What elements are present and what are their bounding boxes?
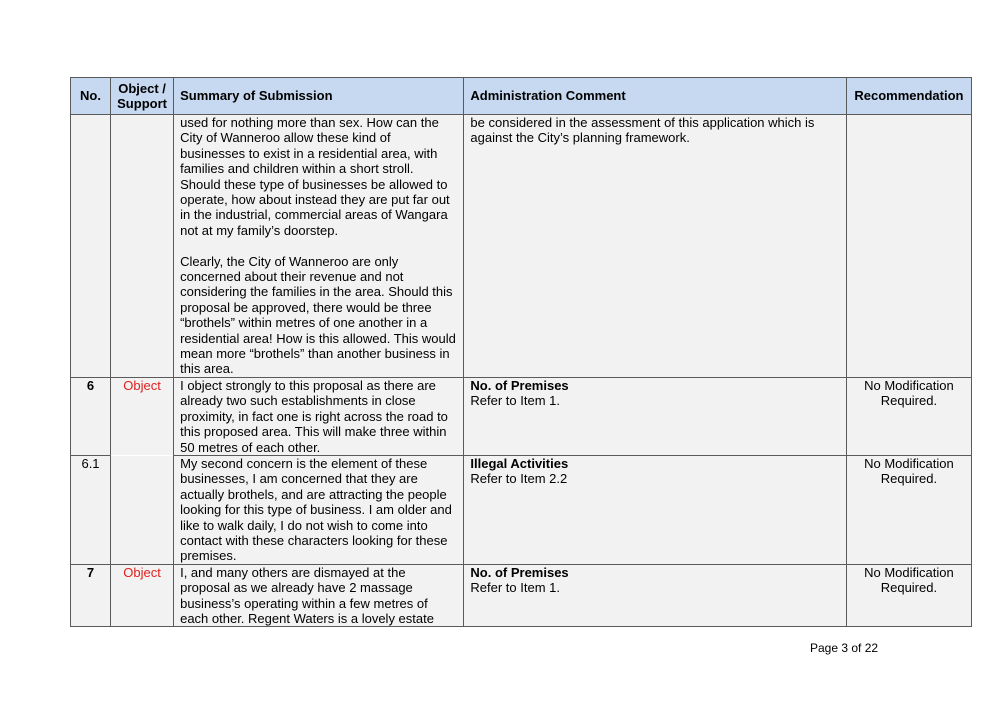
row-object-support: Object xyxy=(111,564,174,627)
header-row xyxy=(71,78,972,115)
comment-text: Refer to Item 1. xyxy=(470,580,560,596)
row-recommendation: No Modification Required. xyxy=(846,455,971,564)
header-no: No. xyxy=(71,78,111,115)
table-row xyxy=(71,455,972,564)
row-summary xyxy=(174,115,464,378)
row-summary xyxy=(174,455,464,564)
table-row xyxy=(71,377,972,455)
comment-text: Refer to Item 1. xyxy=(470,393,560,409)
row-object-support xyxy=(111,455,174,564)
row-number xyxy=(71,115,111,378)
table-row xyxy=(71,115,972,378)
row-admin-comment xyxy=(464,115,846,378)
row-number: 6.1 xyxy=(71,455,111,564)
table-body xyxy=(71,115,972,627)
summary-paragraph: I object strongly to this proposal as there are already two such establishments in close proximity, in fact one is right across the road to this proposed area. This will make three within 50 metres of each other. xyxy=(180,377,448,455)
submissions-table xyxy=(70,77,972,627)
row-object-support xyxy=(111,115,174,378)
comment-text: Refer to Item 2.2 xyxy=(470,471,568,487)
row-number: 7 xyxy=(71,564,111,627)
row-admin-comment xyxy=(464,377,846,455)
row-number: 6 xyxy=(71,377,111,455)
table-header xyxy=(71,78,972,115)
row-summary xyxy=(174,377,464,455)
row-admin-comment xyxy=(464,455,846,564)
header-recommendation: Recommendation xyxy=(846,78,971,115)
row-object-support: Object xyxy=(111,377,174,455)
comment-title: No. of Premises xyxy=(470,564,569,580)
summary-paragraph: I, and many others are dismayed at the proposal as we already have 2 massage business’s operating within a few metres of each other. Regent Waters is a lovely estate xyxy=(180,564,434,626)
row-recommendation xyxy=(846,115,971,378)
table-row xyxy=(71,564,972,627)
row-summary xyxy=(174,564,464,627)
summary-paragraph: Clearly, the City of Wanneroo are only concerned about their revenue and not considering the families in the area. Should this proposal be approved, there would be three “brothels” within metres of one another in a residential area! How is this allowed. This would mean more “brothels” than another business in this area. xyxy=(180,253,456,377)
summary-paragraph: used for nothing more than sex. How can the City of Wanneroo allow these kind of businesses to exist in a residential area, with families and children within a short stroll. Should these type of businesses be allowed to operate, how about instead they are put far out in the industrial, commercial areas of Wangara not at my family’s doorstep. xyxy=(180,115,450,238)
row-admin-comment xyxy=(464,564,846,627)
comment-title: No. of Premises xyxy=(470,377,569,393)
header-object-support: Object / Support xyxy=(111,78,174,115)
comment-text: be considered in the assessment of this application which is against the City’s planning framework. xyxy=(470,115,815,146)
row-recommendation: No Modification Required. xyxy=(846,377,971,455)
row-recommendation: No Modification Required. xyxy=(846,564,971,627)
comment-title: Illegal Activities xyxy=(470,455,569,471)
page-number: Page 3 of 22 xyxy=(810,641,879,655)
summary-paragraph: My second concern is the element of these businesses, I am concerned that they are actually brothels, and are attracting the people looking for this type of business. I am older and like to walk daily, I do not wish to come into contact with these characters looking for these premises. xyxy=(180,455,452,564)
header-summary: Summary of Submission xyxy=(174,78,464,115)
header-admin-comment: Administration Comment xyxy=(464,78,846,115)
